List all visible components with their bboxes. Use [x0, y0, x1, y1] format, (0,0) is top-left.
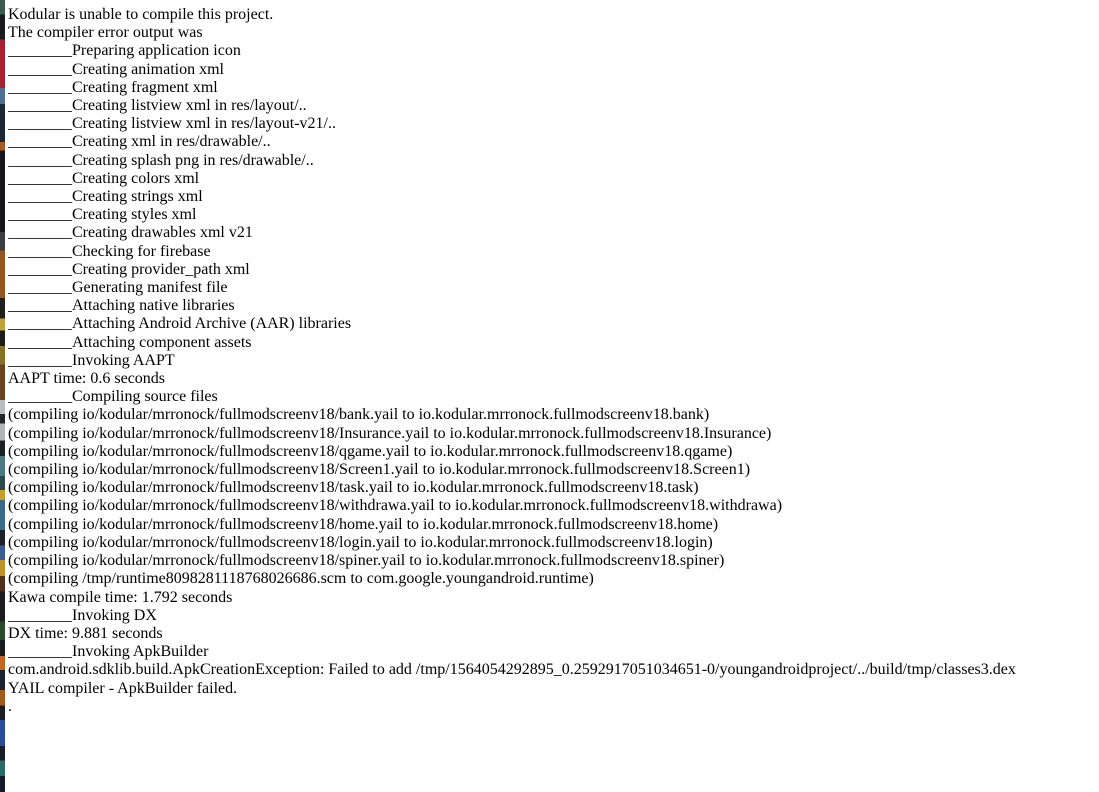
- console-line: ________Invoking ApkBuilder: [8, 643, 209, 661]
- console-line: ________Creating splash png in res/drawable/..: [8, 151, 314, 169]
- console-line: AAPT time: 0.6 seconds: [8, 370, 166, 388]
- compiler-output: [8, 6, 1099, 792]
- console-line: ________Creating xml in res/drawable/..: [8, 133, 271, 151]
- console-line: DX time: 9.881 seconds: [8, 624, 163, 642]
- console-line: Kawa compile time: 1.792 seconds: [8, 588, 233, 606]
- console-line: ________Creating colors xml: [8, 169, 200, 187]
- console-line: ________Creating styles xml: [8, 206, 197, 224]
- console-line: com.android.sdklib.build.ApkCreationException: Failed to add /tmp/1564054292895_0.2592917051034651-0/youngandroidproject/../build/tmp/classes3.dex: [8, 661, 1016, 679]
- console-line: (compiling io/kodular/mrronock/fullmodscreenv18/home.yail to io.kodular.mrronock.fullmodscreenv18.home): [8, 515, 719, 533]
- console-line: (compiling io/kodular/mrronock/fullmodscreenv18/login.yail to io.kodular.mrronock.fullmodscreenv18.login): [8, 533, 713, 551]
- console-line: ________Attaching Android Archive (AAR) libraries: [8, 315, 352, 333]
- console-line: ________Creating fragment xml: [8, 78, 218, 96]
- console-line: (compiling io/kodular/mrronock/fullmodscreenv18/spiner.yail to io.kodular.mrronock.fullmodscreenv18.spiner): [8, 552, 725, 570]
- console-line: YAIL compiler - ApkBuilder failed.: [8, 679, 238, 697]
- console-line: (compiling io/kodular/mrronock/fullmodscreenv18/withdrawa.yail to io.kodular.mrronock.fullmodscreenv18.withdrawa): [8, 497, 783, 515]
- console-line: (compiling io/kodular/mrronock/fullmodscreenv18/Screen1.yail to io.kodular.mrronock.fullmodscreenv18.Screen1): [8, 461, 751, 479]
- console-line: (compiling io/kodular/mrronock/fullmodscreenv18/qgame.yail to io.kodular.mrronock.fullmodscreenv18.qgame): [8, 442, 733, 460]
- console-line: ________Preparing application icon: [8, 42, 241, 60]
- console-line: ________Generating manifest file: [8, 279, 228, 297]
- console-line: The compiler error output was: [8, 24, 203, 42]
- console-line: ________Checking for firebase: [8, 242, 211, 260]
- console-line: ________Creating listview xml in res/layout/..: [8, 97, 307, 115]
- console-line: .: [8, 697, 12, 715]
- console-line: (compiling /tmp/runtime8098281118768026686.scm to com.google.youngandroid.runtime): [8, 570, 594, 588]
- console-line: (compiling io/kodular/mrronock/fullmodscreenv18/task.yail to io.kodular.mrronock.fullmodscreenv18.task): [8, 479, 699, 497]
- console-line: ________Creating provider_path xml: [8, 260, 250, 278]
- console-line: (compiling io/kodular/mrronock/fullmodscreenv18/bank.yail to io.kodular.mrronock.fullmodscreenv18.bank): [8, 406, 710, 424]
- console-line: ________Creating drawables xml v21: [8, 224, 253, 242]
- console-line: ________Creating strings xml: [8, 188, 203, 206]
- console-line: ________Attaching component assets: [8, 333, 252, 351]
- console-line: ________Attaching native libraries: [8, 297, 235, 315]
- console-line: ________Invoking DX: [8, 606, 157, 624]
- console-line: Kodular is unable to compile this project.: [8, 6, 274, 23]
- background-window-edge: [0, 0, 5, 792]
- console-line: ________Creating listview xml in res/layout-v21/..: [8, 115, 336, 133]
- console-line: (compiling io/kodular/mrronock/fullmodscreenv18/Insurance.yail to io.kodular.mrronock.fullmodscreenv18.Insurance): [8, 424, 772, 442]
- console-line: ________Creating animation xml: [8, 60, 224, 78]
- console-line: ________Compiling source files: [8, 388, 218, 406]
- console-line: ________Invoking AAPT: [8, 351, 175, 369]
